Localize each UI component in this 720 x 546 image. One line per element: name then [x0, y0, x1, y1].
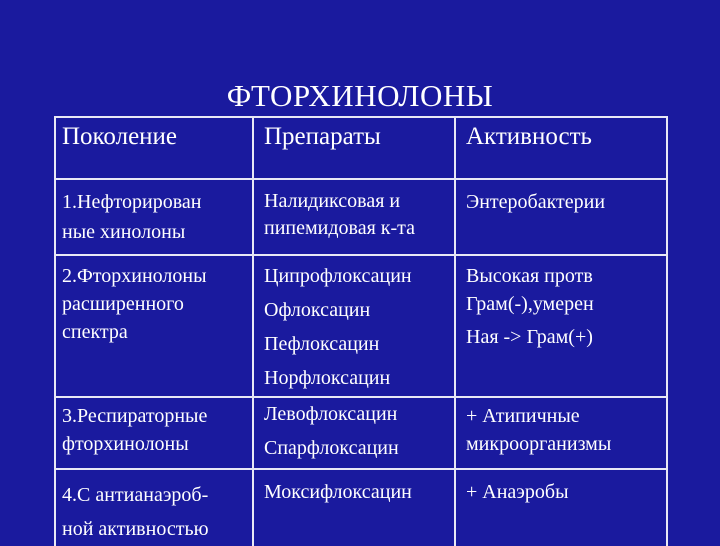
- row2-activity-line3: Ная -> Грам(+): [466, 326, 593, 348]
- row2-generation: [62, 262, 207, 346]
- row1-activity: [466, 188, 605, 216]
- table-border-row3-bottom: [54, 468, 668, 470]
- row2-generation-line2: расширенного: [62, 293, 184, 315]
- table-border-col2: [454, 116, 456, 546]
- table-border-col1: [252, 116, 254, 546]
- row2-activity-line1: Высокая протв: [466, 265, 593, 287]
- row3-generation: [62, 402, 207, 458]
- row1-generation-line1: 1.Нефторирован: [62, 191, 202, 213]
- row1-activity-line1: Энтеробактерии: [466, 191, 606, 213]
- row4-drugs-line1: Моксифлоксацин: [264, 481, 412, 503]
- row2-drugs-line4: Норфлоксацин: [264, 367, 391, 389]
- header-drugs: Препараты: [264, 123, 381, 150]
- row3-generation-line1: 3.Респираторные: [62, 405, 208, 427]
- row3-drugs-line1: Левофлоксацин: [264, 403, 398, 425]
- table-border-row1-bottom: [54, 254, 668, 256]
- row3-drugs: [264, 397, 399, 465]
- row2-drugs: [264, 259, 412, 395]
- row4-generation-line2: ной активностью: [62, 518, 209, 540]
- row3-drugs-line2: Спарфлоксацин: [264, 437, 399, 459]
- row3-generation-line2: фторхинолоны: [62, 433, 189, 455]
- row1-drugs-line1: Налидиксовая и: [264, 190, 401, 212]
- row3-activity-line1: + Атипичные: [466, 405, 580, 427]
- row3-activity-line2: микроорганизмы: [466, 433, 612, 455]
- row1-drugs-line2: пипемидовая к-та: [264, 217, 416, 239]
- row1-generation-line2: ные хинолоны: [62, 221, 186, 243]
- row1-generation: [62, 188, 201, 246]
- fluoroquinolones-table: [54, 116, 666, 546]
- row2-generation-line1: 2.Фторхинолоны: [62, 265, 207, 287]
- slide-title: ФТОРХИНОЛОНЫ: [226, 78, 494, 113]
- table-border-top: [54, 116, 668, 118]
- row3-activity: [466, 402, 611, 458]
- row4-activity: [466, 478, 569, 506]
- row2-activity: [466, 262, 594, 351]
- row2-drugs-line2: Офлоксацин: [264, 299, 371, 321]
- table-border-left: [54, 116, 56, 546]
- row2-drugs-line1: Ципрофлоксацин: [264, 265, 412, 287]
- row2-activity-line2: Грам(-),умерен: [466, 293, 594, 315]
- row4-generation-line1: 4.С антианаэроб-: [62, 484, 209, 506]
- table-border-right: [666, 116, 668, 546]
- table-border-header-bottom: [54, 178, 668, 180]
- row4-activity-line1: + Анаэробы: [466, 481, 569, 503]
- row2-generation-line3: спектра: [62, 321, 128, 343]
- row4-generation: [62, 478, 209, 546]
- header-activity: Активность: [466, 123, 592, 150]
- header-generation: Поколение: [62, 123, 178, 150]
- row2-drugs-line3: Пефлоксацин: [264, 333, 380, 355]
- row1-drugs: [264, 188, 415, 242]
- row4-drugs: [264, 478, 412, 506]
